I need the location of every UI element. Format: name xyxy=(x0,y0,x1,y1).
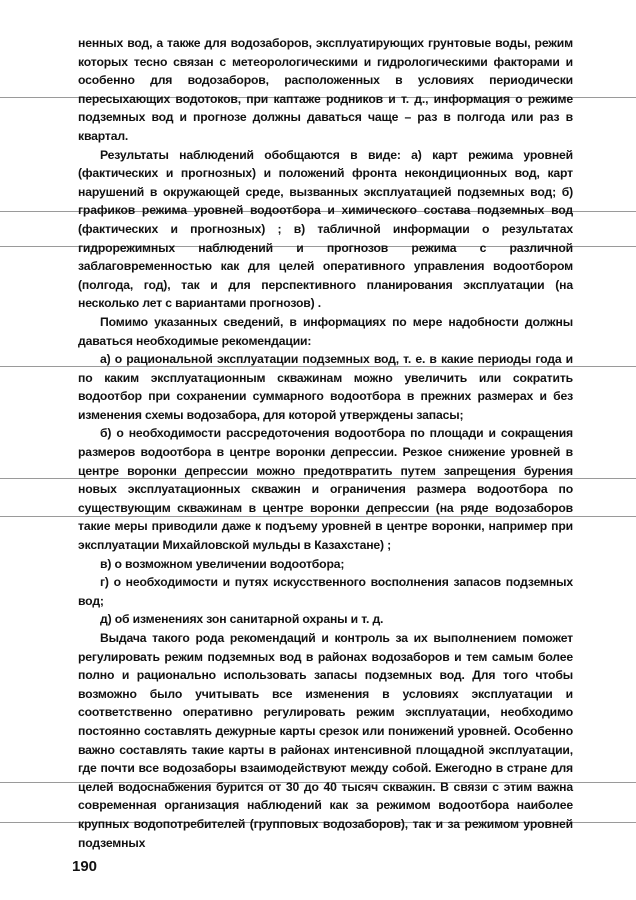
page-number: 190 xyxy=(72,858,98,875)
list-item: б) о необходимости рассредоточения водоотбора по площади и сокращения размеров водоотбора в центре воронки депрессии. Резкое снижение уровней в центре воронки депрессии можно предотвратить путем запрещения бурения новых эксплуатационных скважин и ограничения размера водоотбора по существующим скважинам в центре воронки депрессии (на ряде водозаборов такие меры приводили даже к подъему уровней в центре воронки, например при эксплуатации Михайловской мульды в Казахстане) ; xyxy=(78,426,573,553)
body-text xyxy=(78,34,573,852)
list-item: г) о необходимости и путях искусственного восполнения запасов подземных вод; xyxy=(78,575,573,608)
paragraph: Помимо указанных сведений, в информациях по мере надобности должны даваться необходимые рекомендации: xyxy=(78,314,573,348)
list-item: а) о рациональной эксплуатации подземных вод, т. е. в какие периоды года и по каким эксплуатационным скважинам можно увеличить или сократить водоотбор при сохранении суммарного водоотбора в прежних размерах и без изменения схемы водозабора, для которой утверждены запасы; xyxy=(78,352,573,422)
list-item: в) о возможном увеличении водоотбора; xyxy=(100,556,345,571)
list-item: д) об изменениях зон санитарной охраны и т. д. xyxy=(100,612,384,627)
paragraph: Результаты наблюдений обобщаются в виде: а) карт режима уровней (фактических и прогнозных) и положений фронта некондиционных вод, карт нарушений в окружающей среде, вызванных эксплуатацией подземных вод; б) графиков режима уровней водоотбора и химического состава подземных вод (фактических и прогнозных) ; в) табличной информации о результатах гидрорежимных наблюдений и прогнозов режима с различной заблаговременностью как для целей оперативного управления водоотбором (полгода, год), так и для перспективного планирования эксплуатации (на несколько лет с вариантами прогнозов) . xyxy=(78,147,573,311)
paragraph: ненных вод, а также для водозаборов, эксплуатирующих грунтовые воды, режим которых тесно связан с метеорологическими и гидрологическими факторами и особенно для водозаборов, расположенных в условиях периодически пересыхающих водотоков, при каптаже родников и т. д., информация о режиме подземных вод и прогнозе должны даваться чаще – раз в полгода или раз в квартал. xyxy=(78,36,573,143)
paragraph: Выдача такого рода рекомендаций и контроль за их выполнением поможет регулировать режим подземных вод в районах водозаборов и тем самым более полно и рационально использовать запасы подземных вод. Для того чтобы возможно было учитывать все изменения в условиях эксплуатации и соответственно оперативно регулировать режим эксплуатации, необходимо постоянно составлять дежурные карты срезок или понижений уровней. Особенно важно составлять такие карты в районах интенсивной площадной эксплуатации, где почти все водозаборы взаимодействуют между собой. Ежегодно в стране для целей водоснабжения бурится от 30 до 40 тысяч скважин. В связи с этим важна современная организация наблюдений как за режимом водоотбора наиболее крупных водопотребителей (групповых водозаборов), так и за режимом уровней подземных xyxy=(78,631,573,850)
